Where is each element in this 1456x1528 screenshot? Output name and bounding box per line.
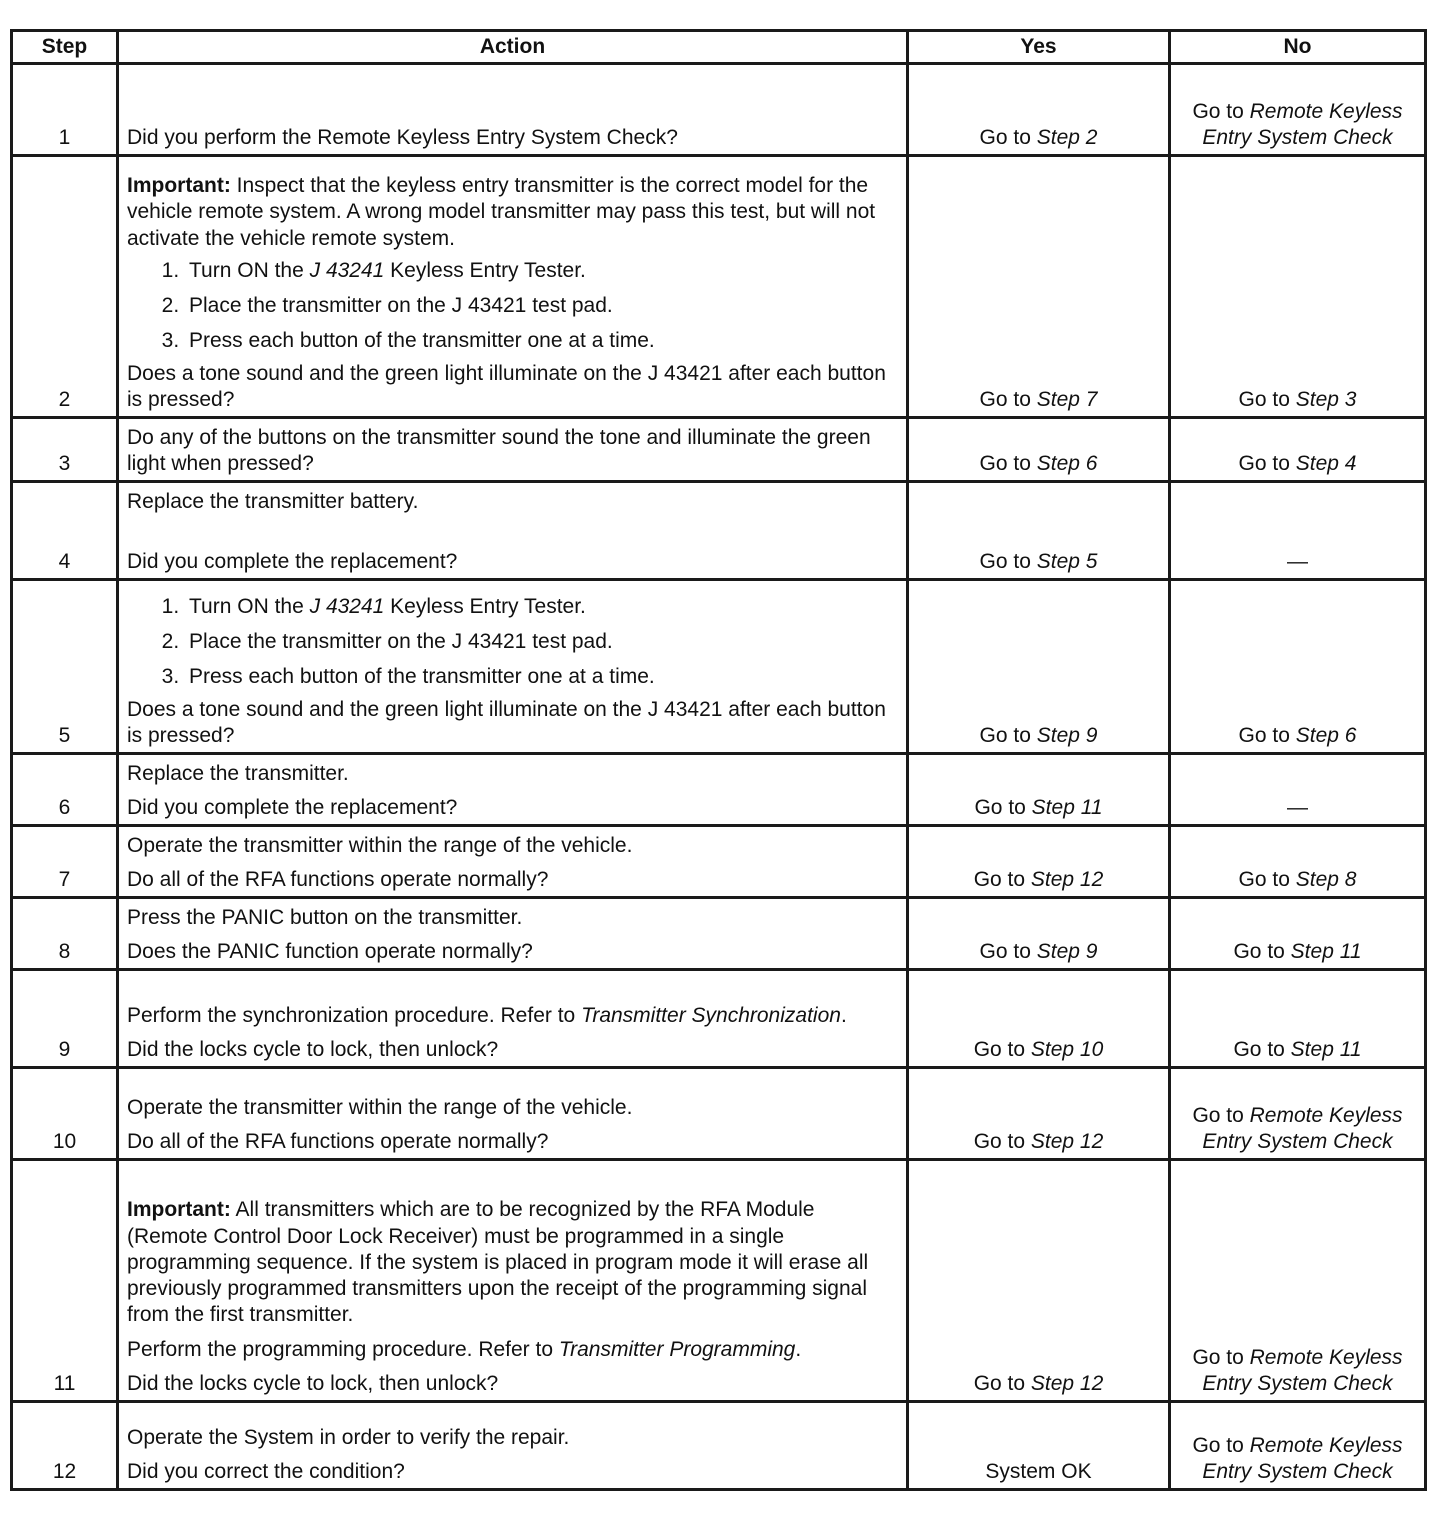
no-cell <box>1170 970 1426 1068</box>
item-before: Turn ON the <box>189 594 310 618</box>
procedure-list <box>127 594 898 691</box>
no-prefix: Go to <box>1192 1103 1250 1127</box>
header-no: No <box>1170 31 1426 64</box>
item-before: Turn ON the <box>189 258 310 282</box>
table-row <box>12 64 1426 156</box>
procedure-list <box>127 258 898 355</box>
instruction-after: . <box>840 1003 847 1027</box>
yes-cell <box>908 1160 1170 1402</box>
action-cell <box>118 970 908 1068</box>
action-cell <box>118 1402 908 1490</box>
no-cell <box>1170 1402 1426 1490</box>
yes-ref: Step 11 <box>1031 795 1103 819</box>
table-row <box>12 418 1426 482</box>
yes-ref: Step 7 <box>1036 387 1098 411</box>
no-cell <box>1170 826 1426 898</box>
diagnostic-table <box>10 29 1427 1491</box>
no-ref: Step 11 <box>1290 939 1362 963</box>
item-after: Keyless Entry Tester. <box>384 258 586 282</box>
no-prefix: Go to <box>1233 939 1291 963</box>
instruction-text: Replace the transmitter. <box>127 761 349 785</box>
yes-cell <box>908 64 1170 156</box>
no-ref: Step 3 <box>1295 387 1357 411</box>
action-cell <box>118 826 908 898</box>
yes-cell <box>908 970 1170 1068</box>
yes-prefix: Go to <box>979 549 1037 573</box>
yes-prefix: Go to <box>979 387 1037 411</box>
no-cell <box>1170 482 1426 580</box>
action-cell <box>118 1068 908 1160</box>
item-after: Keyless Entry Tester. <box>384 594 586 618</box>
yes-cell <box>908 482 1170 580</box>
step-number: 6 <box>12 754 118 826</box>
procedure-item: 2. Place the transmitter on the J 43421 test pad. <box>185 293 898 319</box>
no-cell <box>1170 1160 1426 1402</box>
no-cell <box>1170 64 1426 156</box>
yes-cell <box>908 580 1170 754</box>
important-text: All transmitters which are to be recognized by the RFA Module (Remote Control Door Lock Receiver) must be programmed in a single programming sequence. If the system is placed in program mode it will erase all previously programmed transmitters upon the receipt of the programming signal from the first transmitter. <box>127 1198 869 1327</box>
yes-prefix: Go to <box>979 125 1037 149</box>
instruction-text: Operate the System in order to verify the repair. <box>127 1425 570 1449</box>
yes-ref: Step 12 <box>1030 1371 1104 1395</box>
question-text: Do all of the RFA functions operate normally? <box>127 1129 549 1153</box>
step-number: 5 <box>12 580 118 754</box>
step-number: 3 <box>12 418 118 482</box>
tool-ref: J 43241 <box>309 594 385 618</box>
no-cell <box>1170 156 1426 418</box>
no-cell <box>1170 898 1426 970</box>
yes-prefix: Go to <box>973 1129 1031 1153</box>
yes-prefix: Go to <box>974 795 1032 819</box>
no-ref: Step 8 <box>1295 867 1357 891</box>
no-ref: Step 11 <box>1290 1037 1362 1061</box>
important-note <box>127 173 898 252</box>
no-dash: — <box>1287 795 1308 819</box>
instruction-before: Perform the synchronization procedure. Refer to <box>127 1003 582 1027</box>
step-number: 4 <box>12 482 118 580</box>
procedure-item: 3. Press each button of the transmitter one at a time. <box>185 664 898 690</box>
instruction-text: Replace the transmitter battery. <box>127 489 419 513</box>
table-row <box>12 156 1426 418</box>
procedure-ref: Transmitter Synchronization <box>581 1003 841 1027</box>
action-cell <box>118 64 908 156</box>
instruction-text: Operate the transmitter within the range of the vehicle. <box>127 1095 633 1119</box>
table-row <box>12 580 1426 754</box>
step-number: 12 <box>12 1402 118 1490</box>
no-prefix: Go to <box>1192 1345 1250 1369</box>
question-text: Did the locks cycle to lock, then unlock? <box>127 1037 499 1061</box>
no-prefix: Go to <box>1238 723 1296 747</box>
header-row <box>12 31 1426 64</box>
action-cell <box>118 898 908 970</box>
table-row <box>12 1068 1426 1160</box>
no-prefix: Go to <box>1238 451 1296 475</box>
question-text: Does a tone sound and the green light illuminate on the J 43421 after each button is pressed? <box>127 361 886 411</box>
table-row <box>12 898 1426 970</box>
instruction-before: Perform the programming procedure. Refer to <box>127 1337 559 1361</box>
yes-ref: Step 9 <box>1036 939 1098 963</box>
step-number: 8 <box>12 898 118 970</box>
yes-prefix: Go to <box>973 867 1031 891</box>
instruction-after: . <box>795 1337 802 1361</box>
action-cell <box>118 580 908 754</box>
action-cell <box>118 754 908 826</box>
no-ref: Remote Keyless Entry System Check <box>1202 1433 1403 1483</box>
step-number: 7 <box>12 826 118 898</box>
no-ref: Step 6 <box>1295 723 1357 747</box>
procedure-ref: Transmitter Programming <box>558 1337 796 1361</box>
yes-prefix: Go to <box>979 939 1037 963</box>
yes-ref: Step 9 <box>1036 723 1098 747</box>
important-label: Important: <box>127 174 231 197</box>
action-cell <box>118 1160 908 1402</box>
action-cell <box>118 482 908 580</box>
table-row <box>12 1402 1426 1490</box>
table-row <box>12 754 1426 826</box>
procedure-item <box>185 594 898 620</box>
no-dash: — <box>1287 549 1308 573</box>
step-number: 10 <box>12 1068 118 1160</box>
yes-cell <box>908 1402 1170 1490</box>
procedure-item <box>185 258 898 284</box>
question-text: Does a tone sound and the green light illuminate on the J 43421 after each button is pressed? <box>127 697 886 747</box>
no-ref: Step 4 <box>1295 451 1357 475</box>
question-text: Does the PANIC function operate normally? <box>127 939 533 963</box>
instruction-text: Press the PANIC button on the transmitter. <box>127 905 523 929</box>
no-ref: Remote Keyless Entry System Check <box>1202 99 1403 149</box>
instruction-text <box>127 1337 898 1363</box>
yes-prefix: Go to <box>973 1371 1031 1395</box>
step-number: 9 <box>12 970 118 1068</box>
question-text: Do any of the buttons on the transmitter sound the tone and illuminate the green light when pressed? <box>127 425 871 475</box>
no-prefix: Go to <box>1238 867 1296 891</box>
question-text: Did the locks cycle to lock, then unlock? <box>127 1371 499 1395</box>
no-cell <box>1170 754 1426 826</box>
instruction-text <box>127 1003 898 1029</box>
yes-ref: Step 12 <box>1030 867 1104 891</box>
yes-ref: Step 10 <box>1030 1037 1104 1061</box>
no-cell <box>1170 1068 1426 1160</box>
action-cell <box>118 156 908 418</box>
no-prefix: Go to <box>1192 1433 1250 1457</box>
yes-cell <box>908 826 1170 898</box>
table-row <box>12 970 1426 1068</box>
no-cell <box>1170 580 1426 754</box>
important-note <box>127 1197 898 1328</box>
yes-cell <box>908 418 1170 482</box>
tool-ref: J 43241 <box>309 258 385 282</box>
no-cell <box>1170 418 1426 482</box>
yes-cell <box>908 754 1170 826</box>
question-text: Did you correct the condition? <box>127 1459 405 1483</box>
yes-ref: Step 6 <box>1036 451 1098 475</box>
table-row <box>12 482 1426 580</box>
yes-prefix: Go to <box>973 1037 1031 1061</box>
question-text: Did you complete the replacement? <box>127 795 458 819</box>
important-label: Important: <box>127 1198 231 1222</box>
yes-prefix: Go to <box>979 451 1037 475</box>
no-prefix: Go to <box>1238 387 1296 411</box>
procedure-item: 2. Place the transmitter on the J 43421 test pad. <box>185 629 898 655</box>
instruction-text: Operate the transmitter within the range of the vehicle. <box>127 833 633 857</box>
table-row <box>12 826 1426 898</box>
yes-ref: Step 2 <box>1036 125 1098 149</box>
no-prefix: Go to <box>1192 99 1250 123</box>
header-yes: Yes <box>908 31 1170 64</box>
question-text: Did you complete the replacement? <box>127 549 458 573</box>
yes-ref: Step 12 <box>1030 1129 1104 1153</box>
no-ref: Remote Keyless Entry System Check <box>1202 1103 1403 1153</box>
procedure-item: 3. Press each button of the transmitter one at a time. <box>185 328 898 354</box>
header-action: Action <box>118 31 908 64</box>
important-text: Inspect that the keyless entry transmitter is the correct model for the vehicle remote system. A wrong model transmitter may pass this test, but will not activate the vehicle remote system. <box>127 174 876 250</box>
yes-prefix: Go to <box>979 723 1037 747</box>
step-number: 11 <box>12 1160 118 1402</box>
no-prefix: Go to <box>1233 1037 1291 1061</box>
question-text: Did you perform the Remote Keyless Entry System Check? <box>127 125 678 149</box>
step-number: 2 <box>12 156 118 418</box>
no-ref: Remote Keyless Entry System Check <box>1202 1345 1403 1395</box>
question-text: Do all of the RFA functions operate normally? <box>127 867 549 891</box>
yes-cell <box>908 898 1170 970</box>
yes-cell <box>908 1068 1170 1160</box>
action-cell <box>118 418 908 482</box>
yes-ref: Step 5 <box>1036 549 1098 573</box>
yes-text: System OK <box>985 1459 1092 1483</box>
step-number: 1 <box>12 64 118 156</box>
header-step: Step <box>12 31 118 64</box>
yes-cell <box>908 156 1170 418</box>
table-row <box>12 1160 1426 1402</box>
